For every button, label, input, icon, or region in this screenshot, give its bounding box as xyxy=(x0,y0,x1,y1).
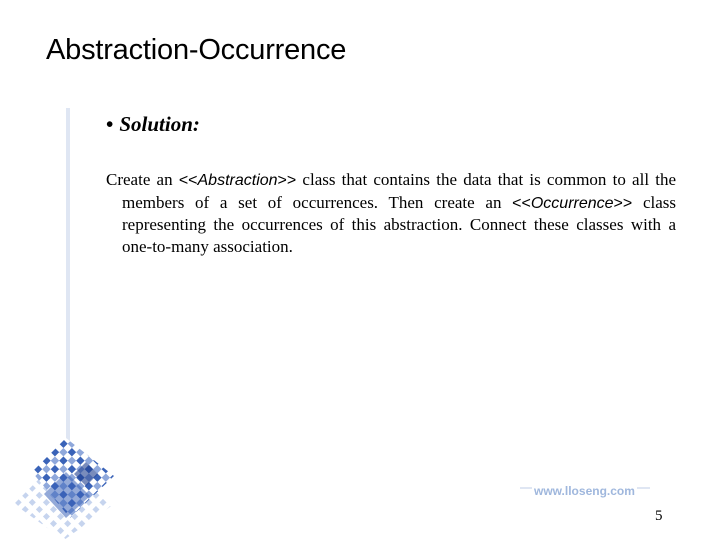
paragraph-text-3: class representing the occurrences of this abstraction. Connect these classes with a one-to-many association. xyxy=(122,192,676,256)
occurrence-class-name: Occurrence xyxy=(530,194,614,212)
page-number: 5 xyxy=(655,508,663,524)
footer-url[interactable]: www.lloseng.com xyxy=(534,484,635,498)
abstraction-close-brackets: >> xyxy=(277,172,297,189)
abstraction-class-name: Abstraction xyxy=(197,172,278,189)
occurrence-open-brackets: << xyxy=(512,194,531,212)
abstraction-open-brackets: << xyxy=(178,172,198,189)
checker-diamond-icon xyxy=(4,414,144,540)
bullet-label: Solution: xyxy=(119,112,200,136)
occurrence-close-brackets: >> xyxy=(613,194,633,212)
bullet-item xyxy=(106,112,200,137)
paragraph-text-2: class that contains the data that is common to all the members of a set of occurrences. Then create an xyxy=(122,170,677,212)
solution-paragraph xyxy=(106,169,676,257)
bullet-marker: • xyxy=(106,112,114,136)
paragraph-text-1: Create an xyxy=(106,170,179,189)
slide-title: Abstraction-Occurrence xyxy=(46,34,347,66)
